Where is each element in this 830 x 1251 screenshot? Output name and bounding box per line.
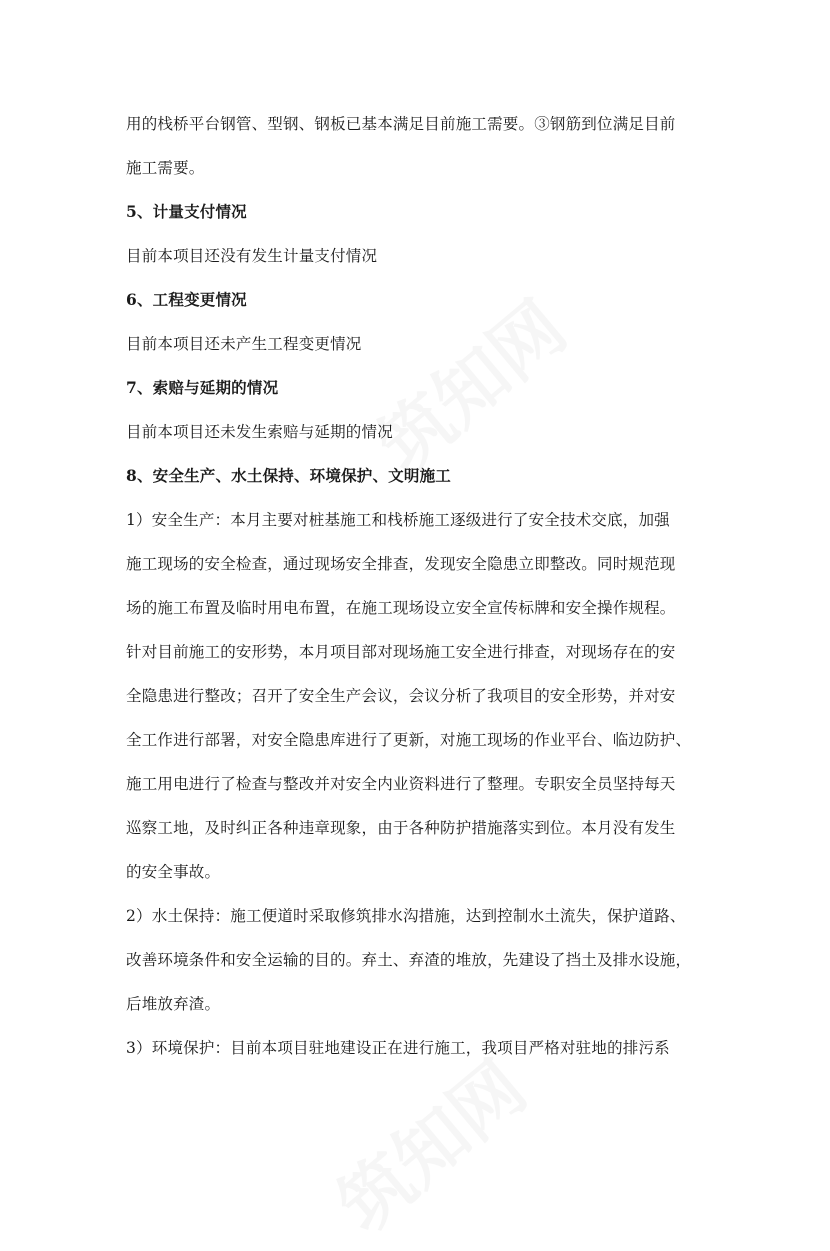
text-line: 全隐患进行整改；召开了安全生产会议，会议分析了我项目的安全形势，并对安 (126, 687, 676, 705)
text-line: 用的栈桥平台钢管、型钢、钢板已基本满足目前施工需要。③钢筋到位满足目前 (126, 115, 676, 133)
text-line: 改善环境条件和安全运输的目的。弃土、弃渣的堆放，先建设了挡土及排水设施， (126, 951, 692, 969)
text-line: 目前本项目还未发生索赔与延期的情况 (126, 423, 393, 441)
section-heading: 8、安全生产、水土保持、环境保护、文明施工 (126, 466, 451, 485)
text-line: 的安全事故。 (126, 863, 221, 881)
section-heading: 6、工程变更情况 (126, 290, 247, 309)
text-line: 施工需要。 (126, 159, 205, 177)
document-body (126, 102, 716, 1070)
section-heading: 5、计量支付情况 (126, 202, 247, 221)
text-line: 1）安全生产：本月主要对桩基施工和栈桥施工逐级进行了安全技术交底，加强 (126, 511, 670, 529)
text-line: 后堆放弃渣。 (126, 995, 221, 1013)
text-line: 巡察工地，及时纠正各种违章现象，由于各种防护措施落实到位。本月没有发生 (126, 819, 676, 837)
text-line: 目前本项目还未产生工程变更情况 (126, 335, 362, 353)
text-line: 3）环境保护：目前本项目驻地建设正在进行施工，我项目严格对驻地的排污系 (126, 1039, 670, 1057)
text-line: 场的施工布置及临时用电布置，在施工现场设立安全宣传标牌和安全操作规程。 (126, 599, 676, 617)
text-line: 全工作进行部署，对安全隐患库进行了更新，对施工现场的作业平台、临边防护、 (126, 731, 692, 749)
text-line: 目前本项目还没有发生计量支付情况 (126, 247, 378, 265)
text-line: 施工用电进行了检查与整改并对安全内业资料进行了整理。专职安全员坚持每天 (126, 775, 676, 793)
text-line: 针对目前施工的安形势，本月项目部对现场施工安全进行排查，对现场存在的安 (126, 643, 676, 661)
text-line: 2）水土保持：施工便道时采取修筑排水沟措施，达到控制水土流失，保护道路、 (126, 907, 686, 925)
text-line: 施工现场的安全检查，通过现场安全排查，发现安全隐患立即整改。同时规范现 (126, 555, 676, 573)
section-heading: 7、索赔与延期的情况 (126, 378, 279, 397)
